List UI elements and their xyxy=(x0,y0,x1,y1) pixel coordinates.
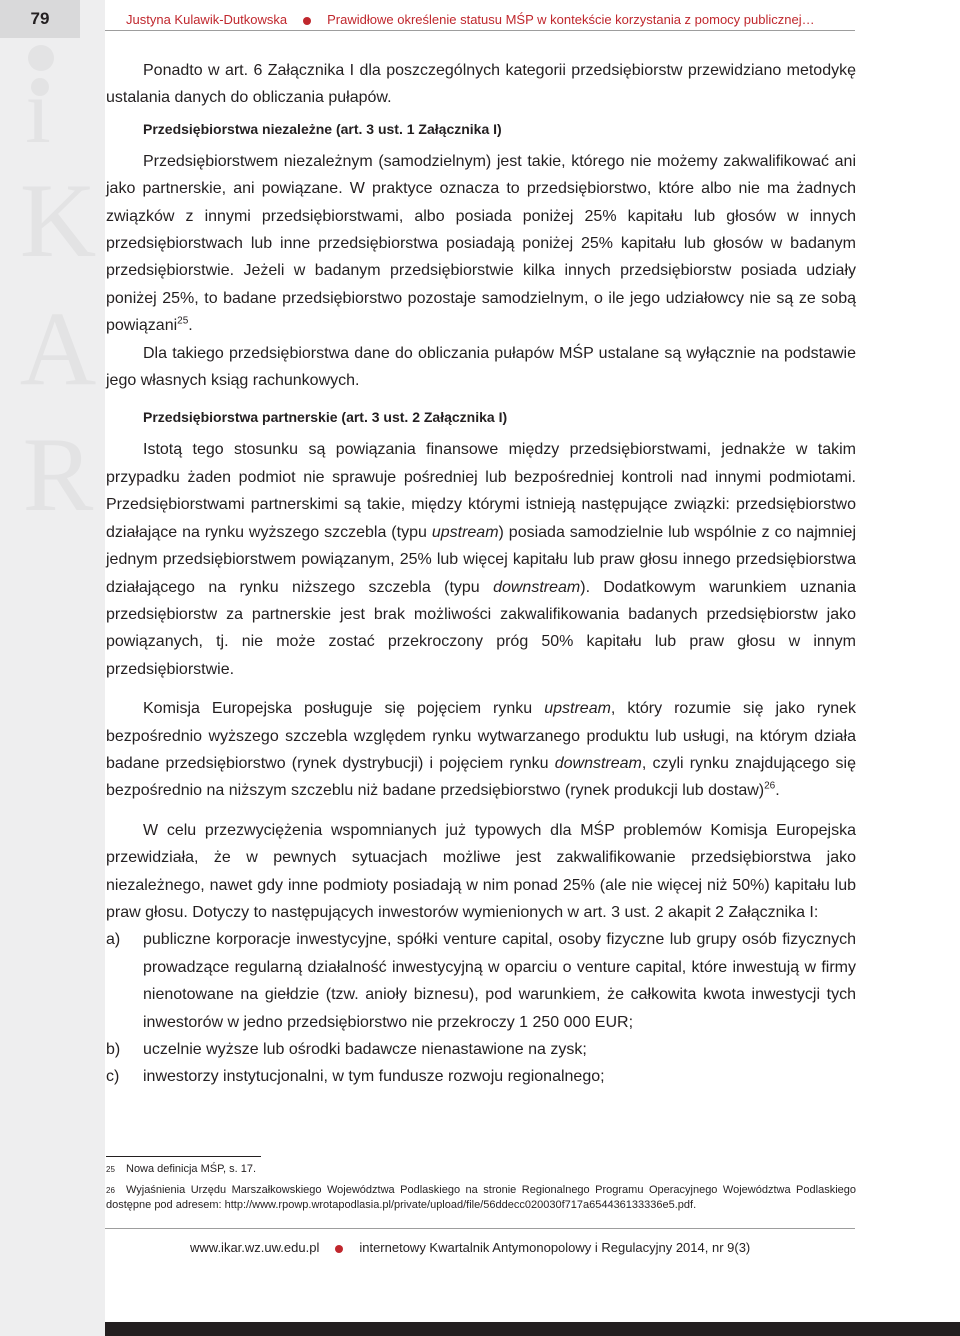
footnotes xyxy=(106,1162,856,1219)
investor-list xyxy=(106,926,856,1090)
footnote-ref-25[interactable]: 25 xyxy=(177,315,189,327)
list-item: b) uczelnie wyższe lub ośrodki badawcze nienastawione na zysk; xyxy=(106,1041,587,1058)
footnote-divider xyxy=(106,1156,261,1157)
paragraph-4: Istotą tego stosunku są powiązania finansowe między przedsiębiorstwami, jednakże w takim przypadku żaden podmiot nie sprawuje pośredniej lub bezpośredniej kontroli nad innymi podmiotami. Przedsiębiorstwami partnerskimi są takie, między którymi istnieją następujące związki: przedsiębiorstwo działające na rynku wyższego szczebla (typu upstream) posiada samodzielnie lub wspólnie z co najmniej jednym przedsiębiorstwem powiązanym, 25% lub więcej kapitału lub praw głosu innego przedsiębiorstwa działającego na rynku niższego szczebla (typu downstream). Dodatkowym warunkiem uznania przedsiębiorstw za partnerskie jest brak możliwości zakwalifikowania badanych przedsiębiorstw jako powiązanych, tj. nie może zostać przekroczony próg 50% kapitału lub praw głosu w innym przedsiębiorstwie. xyxy=(106,441,857,678)
logo-letter-a: A xyxy=(19,290,97,407)
list-item: c) inwestorzy instytucjonalni, w tym fundusze rozwoju regionalnego; xyxy=(106,1068,605,1086)
footnote-26: 26 Wyjaśnienia Urzędu Marszałkowskiego Województwa Podlaskiego na stronie Regionalnego Programu Operacyjnego Województwa Podlaskiego dostępne pod adresem: http://www.rpowp.wrotapodlasia.pl/private/upload/file/56ddecc020030f717a654436133336e5.pdf. xyxy=(106,1184,856,1211)
bottom-band xyxy=(105,1322,960,1336)
logo-letter-r: R xyxy=(22,416,94,533)
paragraph-6: W celu przezwyciężenia wspomnianych już typowych dla MŚP problemów Komisja Europejska przewidziała, że w pewnych sytuacjach możliwe jest zakwalifikowanie przedsiębiorstwa jako niezależnego, nawet gdy inne podmioty posiadają w nim ponad 25% (ale nie więcej niż 50%) kapitału lub praw głosu. Dotyczy to następujących inwestorów wymienionych w art. 3 ust. 2 akapit 2 Załącznika I: xyxy=(106,821,856,921)
subheading-independent: Przedsiębiorstwa niezależne (art. 3 ust. 1 Załącznika I) xyxy=(143,120,502,137)
paragraph-1: Ponadto w art. 6 Załącznika I dla poszczególnych kategorii przedsiębiorstw przewidziano metodykę ustalania danych do obliczania pułapów. xyxy=(106,62,856,107)
left-sidebar xyxy=(0,0,105,1336)
footnote-ref-26[interactable]: 26 xyxy=(764,781,776,793)
footer-journal: internetowy Kwartalnik Antymonopolowy i Regulacyjny 2014, nr 9(3) xyxy=(359,1240,751,1255)
footer-url-link[interactable]: www.ikar.wz.uw.edu.pl xyxy=(190,1240,320,1255)
running-header xyxy=(126,12,855,27)
header-author: Justyna Kulawik-Dutkowska xyxy=(126,12,288,27)
subheading-partner: Przedsiębiorstwa partnerskie (art. 3 ust. 2 Załącznika I) xyxy=(143,409,508,426)
logo-letter-i: ı xyxy=(25,60,51,162)
paragraph-3: Dla takiego przedsiębiorstwa dane do obliczania pułapów MŚP ustalane są wyłącznie na podstawie jego własnych ksiąg rachunkowych. xyxy=(106,344,856,390)
paragraph-2: Przedsiębiorstwem niezależnym (samodzielnym) jest takie, którego nie możemy zakwalifikować ani jako partnerskie, ani powiązane. W praktyce oznacza to przedsiębiorstwo, które albo nie ma żadnych związków z innymi przedsiębiorstwami, albo posiada poniżej 25% kapitału lub głosów w innych przedsiębiorstwach lub inne przedsiębiorstwa posiadają poniżej 25% kapitału lub głosów w badanym przedsiębiorstwie. Jeżeli w badanym przedsiębiorstwie kilka innych przedsiębiorstw posiada udziały poniżej 25%, to badane przedsiębiorstwo pozostaje samodzielnym, o ile jego udziałowcy nie są ze sobą powiązani$^{25}$. xyxy=(106,152,856,335)
logo-letter-k: K xyxy=(19,162,97,279)
list-item: a) publiczne korporacje inwestycyjne, spółki venture capital, osoby fizyczne lub grupy osób fizycznych prowadzące regularną działalność inwestycyjną w oparciu o venture capital, które inwestują w firmy nienotowane na giełdzie (tzw. anioły biznesu), pod warunkiem, że całkowita kwota inwestycji tych inwestorów w jedno przedsiębiorstwo nie przekroczy 1 250 000 EUR; xyxy=(106,931,856,1031)
article-body xyxy=(106,57,856,1091)
header-divider xyxy=(105,30,855,31)
running-footer xyxy=(190,1240,750,1255)
header-bullet-icon xyxy=(303,17,311,25)
header-title: Prawidłowe określenie statusu MŚP w kontekście korzystania z pomocy publicznej… xyxy=(327,12,815,27)
footnote-25: 25 Nowa definicja MŚP, s. 17. xyxy=(106,1163,257,1175)
footer-bullet-icon xyxy=(335,1245,343,1253)
page-number: 79 xyxy=(0,0,80,38)
paragraph-5: Komisja Europejska posługuje się pojęciem rynku upstream, który rozumie się jako rynek bezpośrednio wyższego szczebla względem rynku wytwarzanego produktu lub usługi, na którym działa badane przedsiębiorstwo (rynek dystrybucji) i pojęciem rynku downstream, czyli rynku znajdującego się bezpośrednio na niższym szczeblu niż badane przedsiębiorstwo (rynek produkcji lub dostaw)$^{26}$. xyxy=(106,700,856,800)
footer-divider xyxy=(105,1228,855,1229)
